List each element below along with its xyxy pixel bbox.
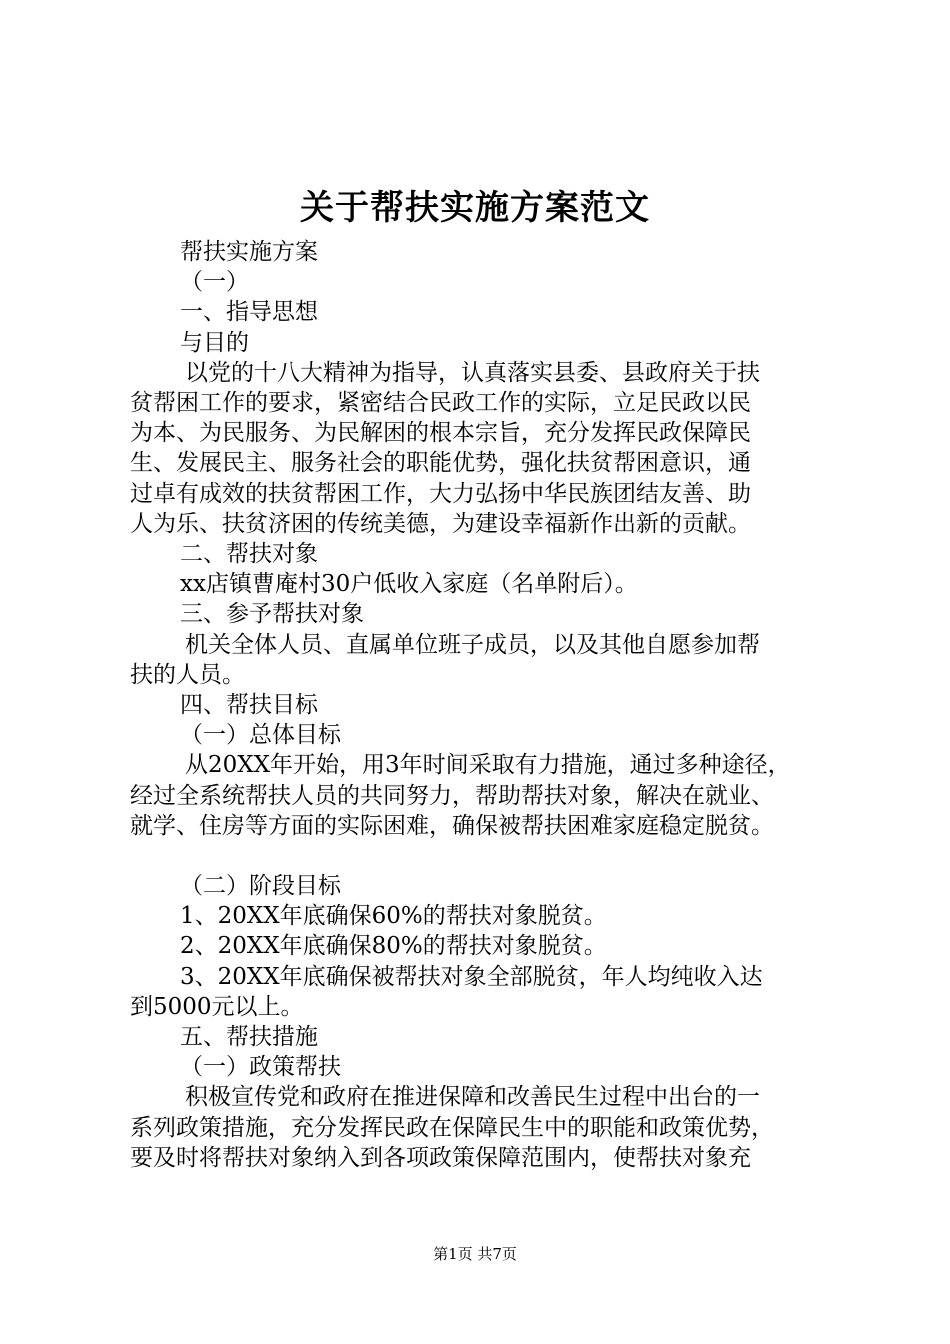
- paragraph-line: （一）: [180, 269, 249, 296]
- page-footer: 第1页 共7页: [433, 1245, 517, 1263]
- paragraph-line: 过卓有成效的扶贫帮困工作，大力弘扬中华民族团结友善、助: [130, 480, 751, 507]
- section-heading: 一、指导思想: [180, 299, 318, 326]
- document-title: 关于帮扶实施方案范文: [300, 188, 650, 228]
- paragraph-line: 与目的: [180, 329, 249, 356]
- paragraph-line: 机关全体人员、直属单位班子成员，以及其他自愿参加帮: [185, 631, 760, 658]
- list-item: 3、20XX年底确保被帮扶对象全部脱贫，年人均纯收入达: [180, 963, 763, 990]
- paragraph-line: 扶的人员。: [130, 661, 245, 688]
- section-heading: 四、帮扶目标: [180, 692, 318, 719]
- section-heading: 二、帮扶对象: [180, 541, 318, 568]
- paragraph-line: 积极宣传党和政府在推进保障和改善民生过程中出台的一: [185, 1084, 760, 1111]
- paragraph-line: xx店镇曹庵村30户低收入家庭（名单附后）。: [180, 571, 638, 598]
- paragraph-line: 就学、住房等方面的实际困难，确保被帮扶困难家庭稳定脱贫。: [130, 812, 774, 839]
- paragraph-gap: [130, 841, 830, 871]
- paragraph-line: 贫帮困工作的要求，紧密结合民政工作的实际，立足民政以民: [130, 390, 751, 417]
- paragraph-line: 经过全系统帮扶人员的共同努力，帮助帮扶对象，解决在就业、: [130, 782, 774, 809]
- subsection-heading: （二）阶段目标: [180, 873, 341, 900]
- paragraph-line: 从20XX年开始，用3年时间采取有力措施，通过多种途径，: [185, 752, 791, 779]
- section-heading: 三、参予帮扶对象: [180, 601, 364, 628]
- subsection-heading: （一）总体目标: [180, 722, 341, 749]
- paragraph-line: 以党的十八大精神为指导，认真落实县委、县政府关于扶: [185, 359, 760, 386]
- paragraph-line: 要及时将帮扶对象纳入到各项政策保障范围内，使帮扶对象充: [130, 1144, 751, 1171]
- list-item: 1、20XX年底确保60%的帮扶对象脱贫。: [180, 903, 607, 930]
- list-item: 到5000元以上。: [130, 993, 304, 1020]
- list-item: 2、20XX年底确保80%的帮扶对象脱贫。: [180, 933, 607, 960]
- section-heading: 五、帮扶措施: [180, 1024, 318, 1051]
- subsection-heading: （一）政策帮扶: [180, 1054, 341, 1081]
- paragraph-line: 为本、为民服务、为民解困的根本宗旨，充分发挥民政保障民: [130, 420, 751, 447]
- paragraph-line: 生、发展民主、服务社会的职能优势，强化扶贫帮困意识，通: [130, 450, 751, 477]
- paragraph-line: 系列政策措施，充分发挥民政在保障民生中的职能和政策优势，: [130, 1114, 774, 1141]
- paragraph-line: 帮扶实施方案: [180, 239, 318, 265]
- document-body: [130, 237, 830, 1173]
- paragraph-line: 人为乐、扶贫济困的传统美德，为建设幸福新作出新的贡献。: [130, 510, 751, 537]
